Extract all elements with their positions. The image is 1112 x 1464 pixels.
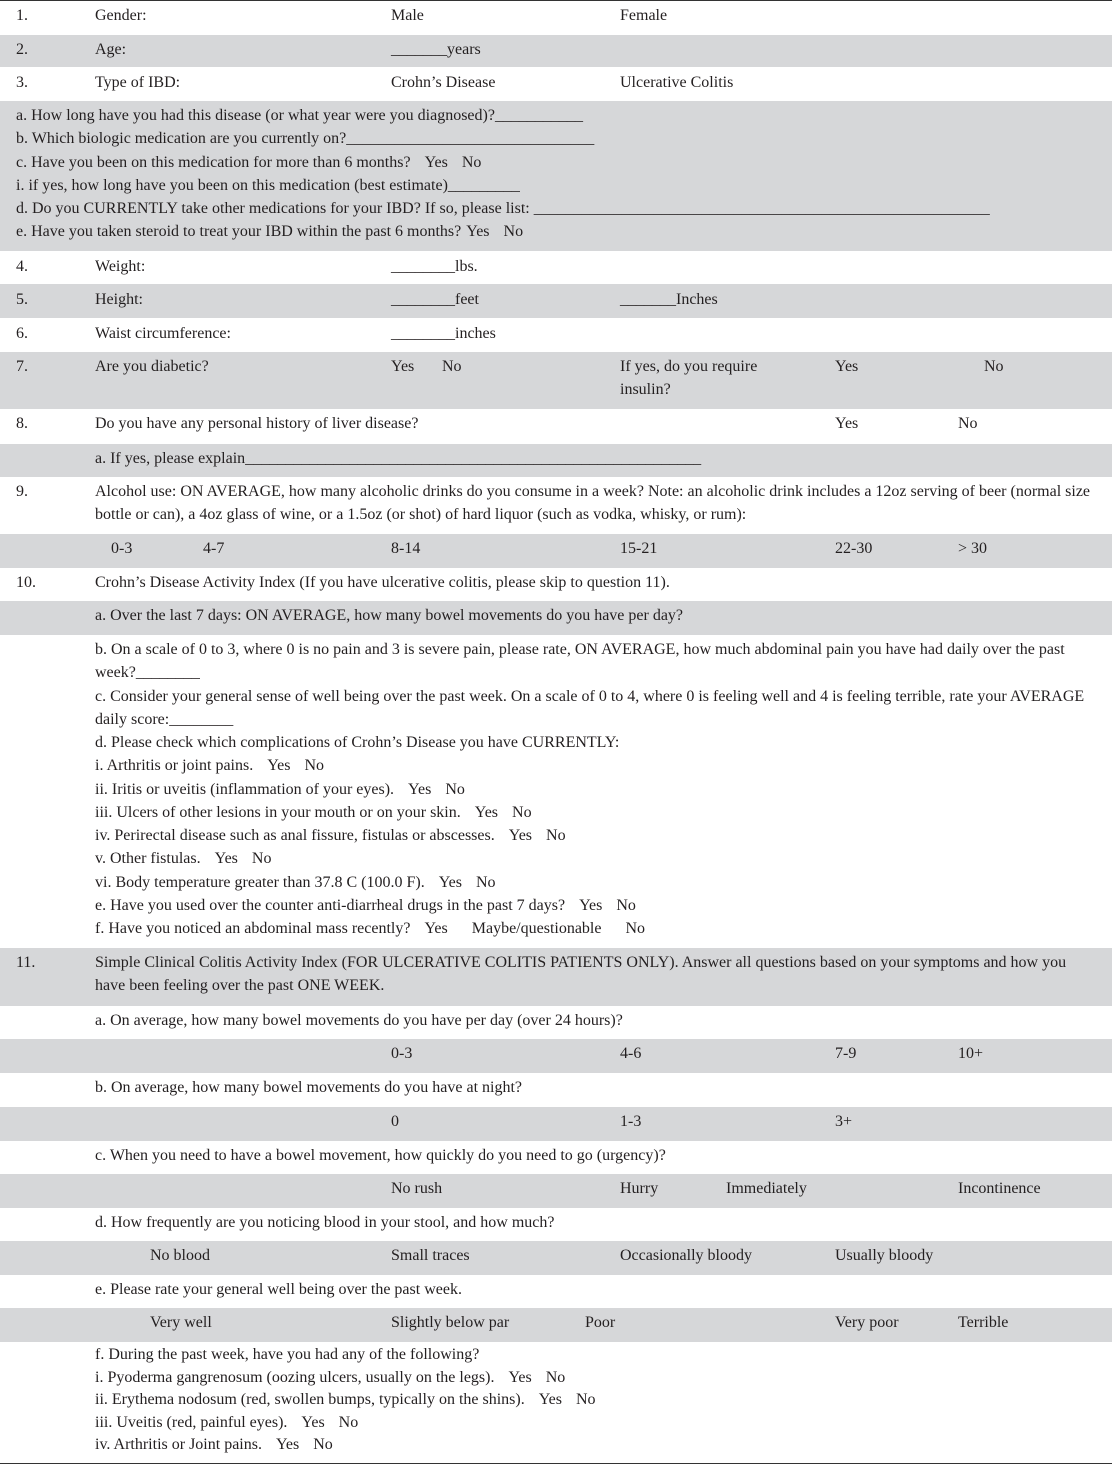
question-label: Type of IBD: — [95, 74, 181, 91]
insulin-question: If yes, do you require insulin? — [620, 358, 758, 398]
row-q11-d — [0, 1208, 1112, 1241]
yes-option[interactable]: Yes — [508, 1368, 532, 1386]
symptom-text: iii. Uveitis (red, painful eyes). — [95, 1413, 288, 1431]
liver-explain-field[interactable]: a. If yes, please explain_________________________________________________________ — [95, 450, 702, 467]
no-option[interactable]: No — [461, 153, 482, 171]
row-q10-a — [0, 601, 1112, 635]
question-number: 3. — [16, 74, 28, 91]
row-q11-c-options — [0, 1174, 1112, 1208]
complication-text: v. Other fistulas. — [95, 850, 201, 868]
q3-item-b[interactable]: b. Which biologic medication are you currently on?_______________________________ — [16, 130, 595, 148]
no-option[interactable]: No — [545, 1368, 566, 1386]
complication-item — [95, 847, 1100, 870]
yes-option[interactable]: Yes — [466, 223, 490, 241]
q11-item-c: c. When you need to have a bowel movement, how quickly do you need to go (urgency)? — [95, 1147, 666, 1164]
no-option[interactable]: No — [313, 1436, 333, 1453]
complication-text: ii. Iritis or uveitis (inflammation of your eyes). — [95, 780, 395, 798]
option-22-30[interactable]: 22-30 — [835, 540, 873, 557]
no-option[interactable]: No — [576, 1391, 596, 1408]
height-feet-field[interactable]: ________feet — [391, 291, 479, 308]
yes-option[interactable]: Yes — [508, 827, 533, 845]
no-option[interactable]: No — [958, 415, 978, 432]
row-q1 — [0, 1, 1112, 34]
row-q11-a — [0, 1006, 1112, 1039]
option-crohns[interactable]: Crohn’s Disease — [391, 74, 496, 91]
row-q10-details — [0, 635, 1112, 948]
question-label: Age: — [95, 41, 127, 58]
symptom-item — [95, 1367, 1100, 1390]
symptom-text: ii. Erythema nodosum (red, swollen bumps, typically on the shins). — [95, 1391, 525, 1408]
q10-item-e — [95, 894, 1100, 917]
complication-item — [95, 778, 1100, 801]
question-number: 5. — [16, 291, 28, 308]
symptom-text: i. Pyoderma gangrenosum (oozing ulcers, usually on the legs). — [95, 1368, 495, 1386]
complication-text: i. Arthritis or joint pains. — [95, 757, 254, 775]
complication-text: iii. Ulcers of other lesions in your mouth or on your skin. — [95, 803, 461, 821]
no-option[interactable]: No — [304, 757, 325, 775]
q11-item-b: b. On average, how many bowel movements do you have at night? — [95, 1079, 522, 1096]
q3-item-e — [16, 220, 1106, 243]
yes-option[interactable]: Yes — [267, 757, 291, 775]
yes-option[interactable]: Yes — [408, 780, 432, 798]
option-very-well[interactable]: Very well — [150, 1314, 212, 1331]
maybe-option[interactable]: Maybe/questionable — [471, 920, 602, 938]
option-0-3[interactable]: 0-3 — [111, 540, 133, 557]
no-option[interactable]: No — [445, 780, 465, 798]
row-q11-b-options — [0, 1107, 1112, 1141]
option-over-30[interactable]: > 30 — [958, 540, 988, 557]
option-usually-bloody[interactable]: Usually bloody — [835, 1247, 934, 1264]
no-option[interactable]: No — [503, 223, 524, 241]
yes-option[interactable]: Yes — [301, 1413, 325, 1431]
yes-option[interactable]: Yes — [438, 873, 462, 891]
option-occasionally-bloody[interactable]: Occasionally bloody — [620, 1247, 752, 1264]
question-text: Alcohol use: ON AVERAGE, how many alcoholic drinks do you consume in a week? Note: an alcoholic drink includes a 12oz serving of beer (normal size bottle or can), a 4oz glass of wine, or a 1.5oz (or shot) of hard liquor (such as vodka, whisky, or rum): — [95, 483, 1091, 524]
q10-item-f-text: f. Have you noticed an abdominal mass recently? — [95, 920, 411, 938]
row-q8 — [0, 409, 1112, 444]
q3-item-d[interactable]: d. Do you CURRENTLY take other medications for your IBD? If so, please list: _________________________________________________________ — [16, 200, 990, 218]
option-immediately[interactable]: Immediately — [726, 1180, 807, 1197]
question-number: 8. — [16, 415, 28, 432]
q10-item-c[interactable]: c. Consider your general sense of well being over the past week. On a scale of 0 to 4, where 0 is feeling well and 4 is feeling terrible, rate your AVERAGE daily score:________ — [95, 688, 1085, 729]
no-option[interactable]: No — [625, 920, 646, 938]
option-15-21[interactable]: 15-21 — [620, 540, 658, 557]
question-number: 1. — [16, 7, 28, 24]
option-8-14[interactable]: 8-14 — [391, 540, 421, 557]
question-number: 6. — [16, 325, 28, 342]
option-0-3[interactable]: 0-3 — [391, 1045, 413, 1062]
complication-item — [95, 824, 1100, 847]
yes-option[interactable]: Yes — [214, 850, 238, 868]
complication-item — [95, 754, 1100, 777]
no-option[interactable]: No — [475, 873, 496, 891]
symptom-item — [95, 1434, 1100, 1457]
row-q9-options — [0, 534, 1112, 568]
yes-option[interactable]: Yes — [275, 1436, 300, 1453]
q11-item-a: a. On average, how many bowel movements do you have per day (over 24 hours)? — [95, 1012, 623, 1029]
insulin-yes-option[interactable]: Yes — [835, 358, 859, 375]
question-number: 4. — [16, 258, 28, 275]
option-4-7[interactable]: 4-7 — [203, 540, 225, 557]
yes-option[interactable]: Yes — [538, 1391, 562, 1408]
option-3-plus[interactable]: 3+ — [835, 1113, 853, 1130]
q10-item-e-text: e. Have you used over the counter anti-diarrheal drugs in the past 7 days? — [95, 897, 566, 915]
complication-item — [95, 801, 1100, 824]
question-label: Gender: — [95, 7, 147, 24]
q10-item-a: a. Over the last 7 days: ON AVERAGE, how many bowel movements do you have per day? — [95, 607, 684, 624]
question-label: Height: — [95, 291, 143, 308]
question-label: Waist circumference: — [95, 325, 231, 342]
question-title: Simple Clinical Colitis Activity Index (FOR ULCERATIVE COLITIS PATIENTS ONLY). Answer all questions based on your symptoms and how you have been feeling over the past ONE WEEK. — [95, 954, 1067, 995]
row-q11-d-options — [0, 1241, 1112, 1275]
q3-item-a[interactable]: a. How long have you had this disease (or what year were you diagnosed)?___________ — [16, 107, 583, 124]
option-7-9[interactable]: 7-9 — [835, 1045, 857, 1062]
row-q11-b — [0, 1073, 1112, 1107]
q3-details-lines — [16, 104, 1106, 244]
complication-item — [95, 871, 1100, 894]
question-number: 9. — [16, 483, 28, 500]
question-label: Do you have any personal history of liver disease? — [95, 415, 419, 432]
no-option[interactable]: No — [546, 827, 566, 845]
question-number: 10. — [16, 574, 36, 591]
yes-option[interactable]: Yes — [424, 153, 448, 171]
option-very-poor[interactable]: Very poor — [835, 1314, 899, 1331]
row-q6 — [0, 318, 1112, 352]
option-no-rush[interactable]: No rush — [391, 1180, 443, 1197]
q10-item-d: d. Please check which complications of Crohn’s Disease you have CURRENTLY: — [95, 734, 620, 751]
yes-option[interactable]: Yes — [835, 415, 859, 432]
q11-f-lines — [95, 1344, 1100, 1457]
option-ulcerative-colitis[interactable]: Ulcerative Colitis — [620, 74, 734, 91]
insulin-no-option[interactable]: No — [984, 358, 1004, 375]
option-hurry[interactable]: Hurry — [620, 1180, 659, 1197]
no-option[interactable]: No — [442, 358, 462, 375]
symptom-item — [95, 1389, 1100, 1412]
yes-option[interactable]: Yes — [391, 358, 415, 375]
q3-item-e-text: e. Have you taken steroid to treat your IBD within the past 6 months? — [16, 223, 462, 241]
option-0[interactable]: 0 — [391, 1113, 399, 1130]
option-poor[interactable]: Poor — [585, 1314, 616, 1331]
row-q11-e — [0, 1275, 1112, 1308]
no-option[interactable]: No — [616, 897, 636, 915]
row-q2 — [0, 35, 1112, 67]
weight-field[interactable]: ________lbs. — [391, 258, 478, 275]
no-option[interactable]: No — [251, 850, 272, 868]
q10-item-b[interactable]: b. On a scale of 0 to 3, where 0 is no pain and 3 is severe pain, please rate, ON AVERAGE, how much abdominal pain you have had daily over the past week?________ — [95, 641, 1065, 682]
question-number: 11. — [16, 954, 36, 971]
yes-option[interactable]: Yes — [424, 920, 448, 938]
waist-field[interactable]: ________inches — [391, 325, 496, 342]
option-incontinence[interactable]: Incontinence — [958, 1180, 1041, 1197]
row-q11 — [0, 948, 1112, 1006]
q10-item-f — [95, 917, 1100, 940]
option-slightly-below-par[interactable]: Slightly below par — [391, 1314, 510, 1331]
question-label: Are you diabetic? — [95, 358, 209, 375]
complication-text: iv. Perirectal disease such as anal fissure, fistulas or abscesses. — [95, 827, 495, 845]
yes-option[interactable]: Yes — [579, 897, 603, 915]
question-number: 2. — [16, 41, 28, 58]
q11-item-f: f. During the past week, have you had any of the following? — [95, 1346, 480, 1363]
q3-item-c-text: c. Have you been on this medication for more than 6 months? — [16, 153, 411, 171]
row-q3 — [0, 67, 1112, 101]
row-q4 — [0, 251, 1112, 284]
q11-item-d: d. How frequently are you noticing blood in your stool, and how much? — [95, 1214, 555, 1231]
option-4-6[interactable]: 4-6 — [620, 1045, 642, 1062]
option-male[interactable]: Male — [391, 7, 424, 24]
row-q11-f — [0, 1342, 1112, 1463]
row-q11-c — [0, 1141, 1112, 1174]
q3-item-c — [16, 151, 1106, 174]
no-option[interactable]: No — [338, 1413, 359, 1431]
row-q10 — [0, 568, 1112, 601]
age-field[interactable]: _______years — [391, 41, 481, 58]
option-female[interactable]: Female — [620, 7, 668, 24]
option-10-plus[interactable]: 10+ — [958, 1045, 984, 1062]
row-q3-details — [0, 101, 1112, 251]
option-no-blood[interactable]: No blood — [150, 1247, 210, 1264]
q10-complication-lines — [95, 731, 1100, 941]
row-q11-e-options — [0, 1308, 1112, 1342]
row-q5 — [0, 284, 1112, 318]
complication-text: vi. Body temperature greater than 37.8 C (100.0 F). — [95, 873, 425, 891]
row-q7 — [0, 352, 1112, 409]
question-number: 7. — [16, 358, 28, 375]
q11-item-e: e. Please rate your general well being over the past week. — [95, 1281, 462, 1298]
yes-option[interactable]: Yes — [474, 803, 499, 821]
option-1-3[interactable]: 1-3 — [620, 1113, 642, 1130]
row-q9 — [0, 477, 1112, 534]
q3-item-ci[interactable]: i. if yes, how long have you been on this medication (best estimate)_________ — [16, 176, 520, 194]
option-terrible[interactable]: Terrible — [958, 1314, 1009, 1331]
symptom-item — [95, 1412, 1100, 1435]
row-q11-a-options — [0, 1039, 1112, 1073]
question-label: Weight: — [95, 258, 146, 275]
no-option[interactable]: No — [512, 803, 532, 821]
option-small-traces[interactable]: Small traces — [391, 1247, 470, 1264]
question-title: Crohn’s Disease Activity Index (If you have ulcerative colitis, please skip to question 11). — [95, 574, 670, 591]
symptom-text: iv. Arthritis or Joint pains. — [95, 1436, 262, 1453]
row-q8-details — [0, 444, 1112, 477]
height-inches-field[interactable]: _______Inches — [620, 291, 718, 308]
